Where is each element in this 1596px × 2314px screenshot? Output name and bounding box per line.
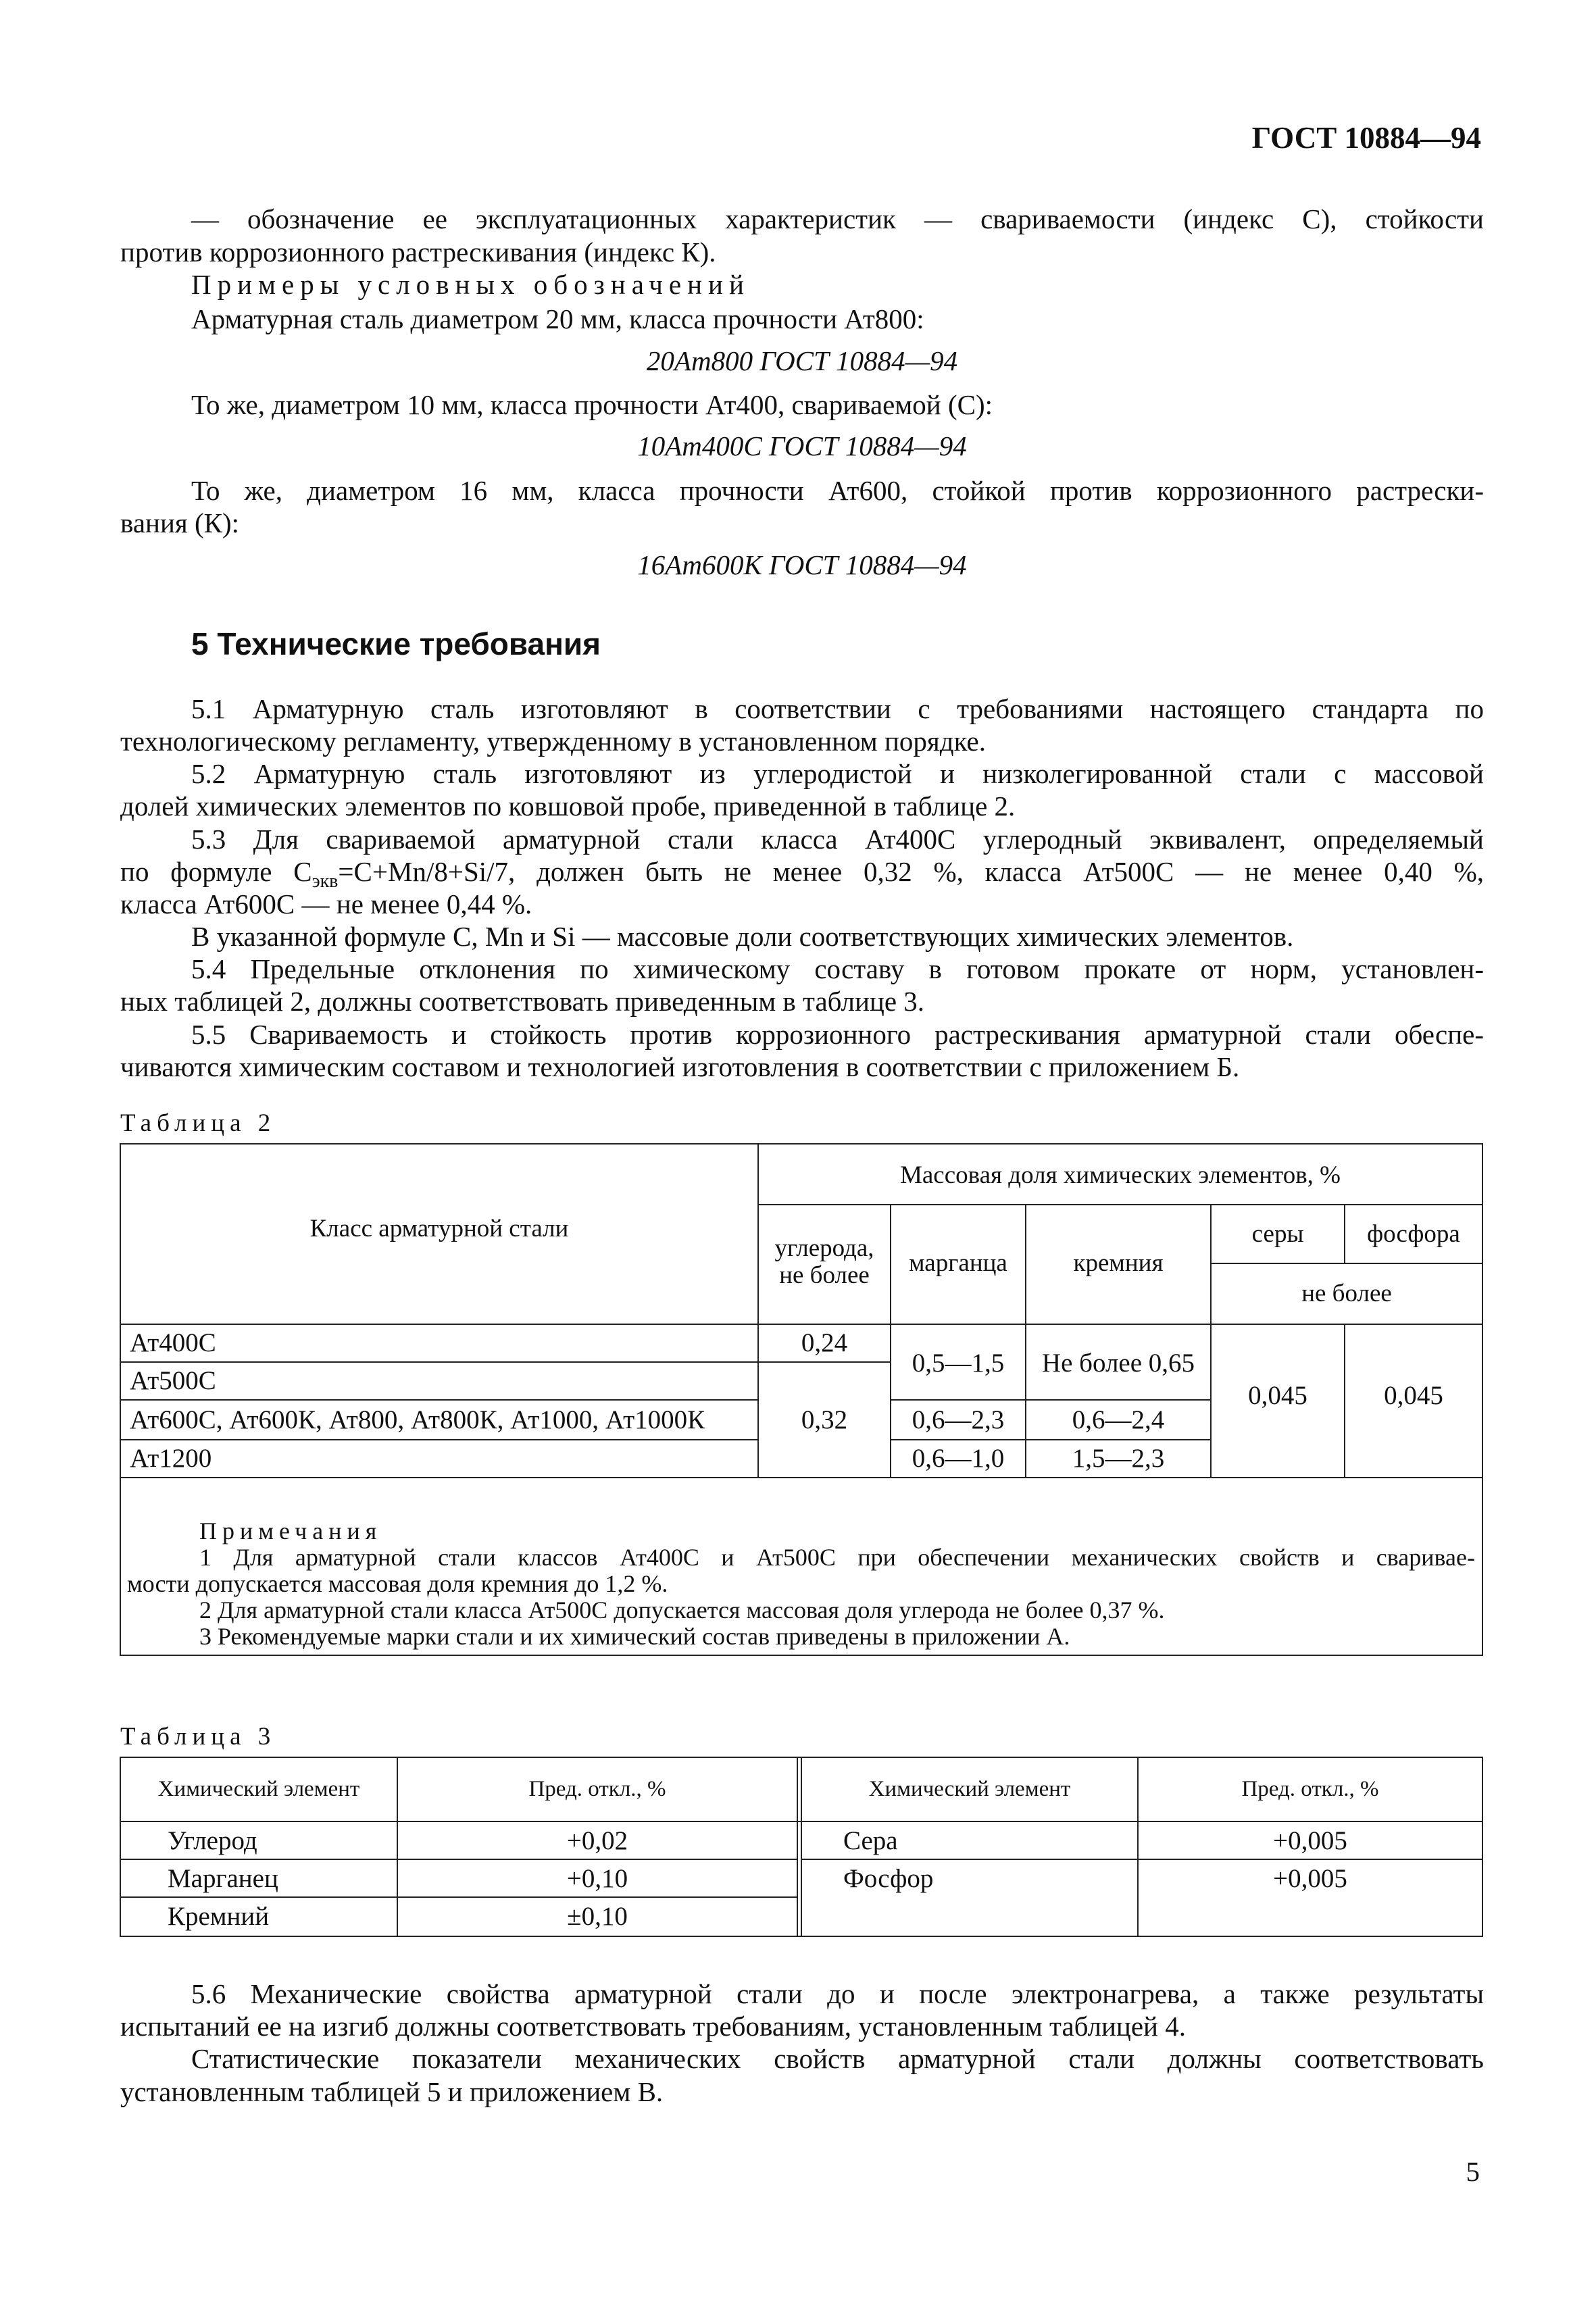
t2-note-3: 3 Рекомендуемые марки стали и их химический состав приведены в приложении А. bbox=[199, 1623, 1070, 1650]
page-number: 5 bbox=[1466, 2156, 1480, 2187]
examples-heading: Примеры условных обозначений bbox=[191, 269, 750, 300]
para-5-1-line-1: 5.1 Арматурную сталь изготовляют в соответствии с требованиями настоящего стандарта по bbox=[191, 693, 1484, 724]
para-5-4-line-2: ных таблицей 2, должны соответствовать приведенным в таблице 3. bbox=[120, 986, 925, 1017]
t2-col-class: Класс арматурной стали bbox=[309, 1215, 569, 1242]
t3-right-row-1-element: Сера bbox=[843, 1826, 898, 1855]
t2-note-1-line-2: мости допускается массовая доля кремния до 1,2 %. bbox=[127, 1570, 668, 1597]
t2-col-sulfur: серы bbox=[1251, 1220, 1304, 1248]
t3-left-row-1-element: Углерод bbox=[168, 1826, 257, 1855]
para-5-3-line-3: класса Ат600С — не менее 0,44 %. bbox=[120, 888, 532, 920]
t2-group-header: Массовая доля химических элементов, % bbox=[899, 1161, 1341, 1189]
t2-mn-a: 0,5—1,5 bbox=[912, 1349, 1005, 1378]
example-3-code: 16Ат600К ГОСТ 10884—94 bbox=[637, 549, 967, 580]
stat-line-2: установленным таблицей 5 и приложением В. bbox=[120, 2076, 664, 2107]
t2-col-carbon-1: углерода, bbox=[774, 1234, 874, 1262]
stat-line-1: Статистические показатели механических свойств арматурной стали должны соответствовать bbox=[191, 2043, 1484, 2074]
t2-row-1-class: Ат400С bbox=[130, 1328, 216, 1357]
t2-note-1-line-1: 1 Для арматурной стали классов Ат400С и Ат500С при обеспечении механических свойств и сваривае- bbox=[199, 1544, 1475, 1571]
t2-col-silicon: кремния bbox=[1073, 1249, 1164, 1277]
t3-col-dev-right: Пред. откл., % bbox=[1241, 1777, 1379, 1801]
t2-mn-b: 0,6—2,3 bbox=[912, 1405, 1005, 1434]
para-5-2-line-2: долей химических элементов по ковшовой пробе, приведенной в таблице 2. bbox=[120, 790, 1016, 822]
table-2-caption: Таблица 2 bbox=[120, 1109, 276, 1137]
t2-row-4-class: Ат1200 bbox=[130, 1444, 212, 1473]
t2-si-b: 0,6—2,4 bbox=[1072, 1405, 1165, 1434]
t2-notes-heading: Примечания bbox=[199, 1517, 382, 1544]
t2-carbon-a: 0,24 bbox=[801, 1328, 848, 1357]
t2-sulfur: 0,045 bbox=[1248, 1381, 1307, 1410]
example-2-text: То же, диаметром 10 мм, класса прочности Ат400, свариваемой (С): bbox=[191, 389, 993, 420]
table-3-caption: Таблица 3 bbox=[120, 1723, 276, 1751]
t2-row-3-class: Ат600С, Ат600К, Ат800, Ат800К, Ат1000, Ат1000К bbox=[130, 1405, 705, 1434]
t3-left-row-1-dev: +0,02 bbox=[566, 1826, 628, 1855]
para-5-5-line-2: чиваются химическим составом и технологией изготовления в соответствии с приложением Б. bbox=[120, 1051, 1240, 1082]
example-3-line-1: То же, диаметром 16 мм, класса прочности Ат600, стойкой против коррозионного растрески- bbox=[191, 475, 1484, 506]
para-5-6-line-1: 5.6 Механические свойства арматурной стали до и после электронагрева, а также результаты bbox=[191, 1978, 1484, 2009]
standard-header: ГОСТ 10884—94 bbox=[1251, 121, 1481, 155]
example-1-text: Арматурная сталь диаметром 20 мм, класса прочности Ат800: bbox=[191, 303, 924, 334]
t2-mn-c: 0,6—1,0 bbox=[912, 1444, 1005, 1473]
t3-left-row-3-element: Кремний bbox=[168, 1902, 270, 1931]
intro-line-1: — обозначение ее эксплуатационных характеристик — свариваемости (индекс С), стойкости bbox=[191, 203, 1484, 234]
t2-phosphorus: 0,045 bbox=[1384, 1381, 1443, 1410]
t2-si-a: Не более 0,65 bbox=[1041, 1349, 1195, 1378]
t3-col-element-right: Химический элемент bbox=[868, 1777, 1071, 1801]
t2-col-manganese: марганца bbox=[909, 1249, 1007, 1277]
t2-note-2: 2 Для арматурной стали класса Ат500С допускается массовая доля углерода не более 0,37 %. bbox=[199, 1596, 1165, 1624]
t3-left-row-2-element: Марганец bbox=[168, 1864, 278, 1893]
t2-col-phosphorus: фосфора bbox=[1367, 1220, 1460, 1248]
t3-right-row-2-dev: +0,005 bbox=[1273, 1864, 1347, 1893]
example-1-code: 20Ат800 ГОСТ 10884—94 bbox=[646, 345, 958, 376]
t2-si-c: 1,5—2,3 bbox=[1072, 1444, 1165, 1473]
example-2-code: 10Ат400С ГОСТ 10884—94 bbox=[637, 430, 967, 461]
example-3-line-2: вания (К): bbox=[120, 507, 240, 538]
para-5-3-line-2: по формуле $С_{экв}=С+Mn/8+Si/7$, должен быть не менее 0,32 %, класса Ат500С — не менее 0,40 %, bbox=[120, 856, 1484, 892]
section-title: 5 Технические требования bbox=[191, 626, 601, 661]
t2-row-2-class: Ат500С bbox=[130, 1366, 216, 1395]
t3-right-row-2-element: Фосфор bbox=[843, 1864, 934, 1893]
para-5-3-formula-note: В указанной формуле С, Mn и Si — массовые доли соответствующих химических элементов. bbox=[191, 921, 1294, 952]
para-5-3-line-1: 5.3 Для свариваемой арматурной стали класса Ат400С углеродный эквивалент, определяемый bbox=[191, 824, 1484, 855]
para-5-1-line-2: технологическому регламенту, утвержденному в установленном порядке. bbox=[120, 726, 986, 757]
para-5-4-line-1: 5.4 Предельные отклонения по химическому составу в готовом прокате от норм, установлен- bbox=[191, 953, 1484, 984]
t3-left-row-3-dev: ±0,10 bbox=[567, 1902, 628, 1931]
t2-col-carbon-2: не более bbox=[779, 1261, 870, 1289]
t2-not-more: не более bbox=[1301, 1280, 1392, 1307]
para-5-5-line-1: 5.5 Свариваемость и стойкость против коррозионного растрескивания арматурной стали обеспе- bbox=[191, 1019, 1484, 1050]
para-5-2-line-1: 5.2 Арматурную сталь изготовляют из углеродистой и низколегированной стали с массовой bbox=[191, 758, 1484, 789]
t3-col-element-left: Химический элемент bbox=[157, 1777, 360, 1801]
t3-left-row-2-dev: +0,10 bbox=[566, 1864, 628, 1893]
t2-carbon-b: 0,32 bbox=[801, 1405, 848, 1434]
para-5-6-line-2: испытаний ее на изгиб должны соответствовать требованиям, установленным таблицей 4. bbox=[120, 2011, 1186, 2042]
intro-line-2: против коррозионного растрескивания (индекс К). bbox=[120, 236, 716, 268]
t3-right-row-1-dev: +0,005 bbox=[1273, 1826, 1347, 1855]
t3-col-dev-left: Пред. откл., % bbox=[528, 1777, 666, 1801]
